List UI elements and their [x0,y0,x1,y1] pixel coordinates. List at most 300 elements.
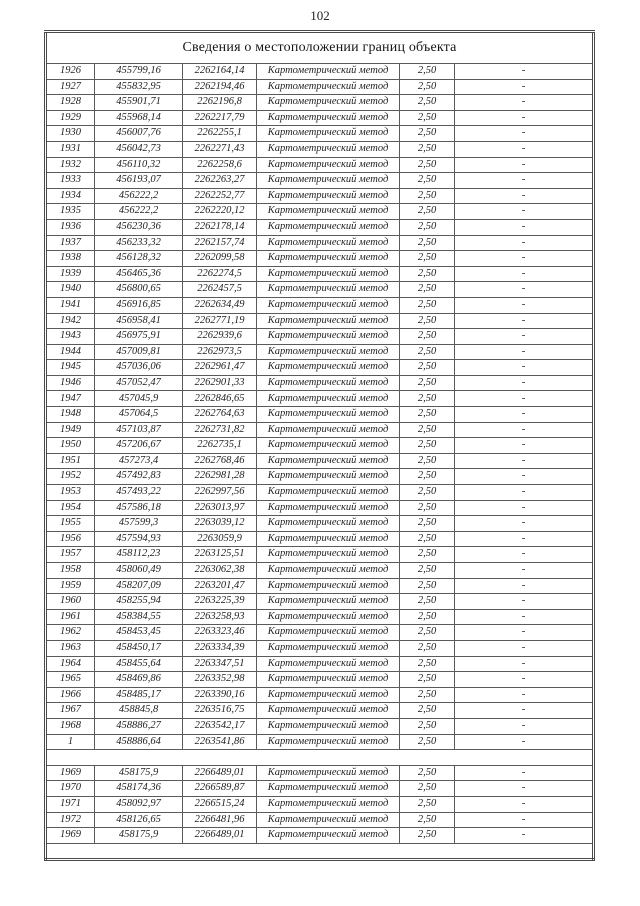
cell-y: 2262457,5 [183,282,257,298]
cell-y: 2262771,19 [183,313,257,329]
cell-note: - [455,251,594,267]
cell-x: 457206,67 [95,438,183,454]
cell-x: 456958,41 [95,313,183,329]
cell-y: 2262939,6 [183,329,257,345]
cell-x: 457586,18 [95,500,183,516]
cell-note: - [455,516,594,532]
cell-method: Картометрический метод [257,469,400,485]
cell-point: 1949 [46,422,95,438]
cell-y: 2262764,63 [183,407,257,423]
cell-point: 1968 [46,718,95,734]
cell-method: Картометрический метод [257,781,400,797]
cell-y: 2263352,98 [183,672,257,688]
cell-point: 1969 [46,828,95,844]
cell-point: 1930 [46,126,95,142]
cell-note: - [455,563,594,579]
cell-note: - [455,687,594,703]
cell-x: 457064,5 [95,407,183,423]
table-row [46,469,594,485]
table-row [46,219,594,235]
cell-y: 2262731,82 [183,422,257,438]
cell-point: 1931 [46,141,95,157]
cell-method: Картометрический метод [257,687,400,703]
table-row [46,500,594,516]
cell-x: 457493,22 [95,485,183,501]
cell-method: Картометрический метод [257,219,400,235]
table-row [46,313,594,329]
cell-y: 2262846,65 [183,391,257,407]
cell-point: 1944 [46,344,95,360]
cell-y: 2266489,01 [183,765,257,781]
cell-method: Картометрический метод [257,485,400,501]
cell-accuracy: 2,50 [400,578,455,594]
cell-note: - [455,282,594,298]
cell-note: - [455,360,594,376]
cell-y: 2262961,47 [183,360,257,376]
cell-point: 1967 [46,703,95,719]
table-row [46,547,594,563]
cell-accuracy: 2,50 [400,422,455,438]
cell-x: 457492,83 [95,469,183,485]
cell-accuracy: 2,50 [400,547,455,563]
cell-accuracy: 2,50 [400,391,455,407]
cell-note: - [455,375,594,391]
cell-accuracy: 2,50 [400,95,455,111]
table-title: Сведения о местоположении границ объекта [46,32,594,64]
cell-accuracy: 2,50 [400,500,455,516]
spacer-cell [46,843,594,860]
cell-point: 1964 [46,656,95,672]
cell-y: 2263062,38 [183,563,257,579]
cell-point: 1957 [46,547,95,563]
cell-note: - [455,204,594,220]
cell-y: 2262164,14 [183,64,257,80]
cell-y: 2262274,5 [183,266,257,282]
cell-note: - [455,828,594,844]
cell-method: Картометрический метод [257,126,400,142]
cell-point: 1970 [46,781,95,797]
cell-accuracy: 2,50 [400,640,455,656]
cell-y: 2263323,46 [183,625,257,641]
cell-method: Картометрический метод [257,360,400,376]
cell-x: 458886,64 [95,734,183,750]
cell-y: 2262258,6 [183,157,257,173]
cell-x: 456230,36 [95,219,183,235]
cell-method: Картометрический метод [257,329,400,345]
table-row [46,563,594,579]
cell-y: 2262157,74 [183,235,257,251]
cell-point: 1956 [46,531,95,547]
table-row [46,828,594,844]
cell-point: 1946 [46,375,95,391]
cell-method: Картометрический метод [257,563,400,579]
page-number: 102 [310,8,330,23]
cell-method: Картометрический метод [257,609,400,625]
cell-x: 457045,9 [95,391,183,407]
cell-y: 2266515,24 [183,796,257,812]
cell-point: 1953 [46,485,95,501]
cell-x: 456465,36 [95,266,183,282]
cell-note: - [455,594,594,610]
cell-note: - [455,812,594,828]
cell-accuracy: 2,50 [400,360,455,376]
cell-point: 1939 [46,266,95,282]
cell-accuracy: 2,50 [400,329,455,345]
cell-accuracy: 2,50 [400,141,455,157]
cell-note: - [455,64,594,80]
cell-accuracy: 2,50 [400,282,455,298]
table-row [46,672,594,688]
cell-point: 1927 [46,79,95,95]
cell-point: 1955 [46,516,95,532]
cell-method: Картометрический метод [257,313,400,329]
cell-y: 2262973,5 [183,344,257,360]
cell-accuracy: 2,50 [400,687,455,703]
table-row [46,344,594,360]
cell-point: 1947 [46,391,95,407]
cell-point: 1950 [46,438,95,454]
cell-accuracy: 2,50 [400,219,455,235]
cell-y: 2263334,39 [183,640,257,656]
cell-note: - [455,110,594,126]
cell-x: 455968,14 [95,110,183,126]
cell-y: 2263516,75 [183,703,257,719]
cell-note: - [455,656,594,672]
cell-x: 456193,07 [95,173,183,189]
cell-accuracy: 2,50 [400,765,455,781]
cell-method: Картометрический метод [257,79,400,95]
cell-x: 455799,16 [95,64,183,80]
cell-method: Картометрический метод [257,640,400,656]
cell-y: 2263542,17 [183,718,257,734]
cell-note: - [455,79,594,95]
cell-x: 457103,87 [95,422,183,438]
cell-point: 1954 [46,500,95,516]
cell-method: Картометрический метод [257,438,400,454]
cell-note: - [455,329,594,345]
cell-accuracy: 2,50 [400,703,455,719]
cell-note: - [455,407,594,423]
cell-accuracy: 2,50 [400,235,455,251]
cell-point: 1962 [46,625,95,641]
cell-method: Картометрический метод [257,375,400,391]
cell-method: Картометрический метод [257,297,400,313]
cell-point: 1960 [46,594,95,610]
table-row [46,594,594,610]
cell-accuracy: 2,50 [400,531,455,547]
table-row [46,625,594,641]
cell-method: Картометрический метод [257,812,400,828]
cell-y: 2263039,12 [183,516,257,532]
cell-x: 458092,97 [95,796,183,812]
table-row [46,375,594,391]
cell-accuracy: 2,50 [400,625,455,641]
cell-accuracy: 2,50 [400,718,455,734]
table-row [46,141,594,157]
cell-method: Картометрический метод [257,157,400,173]
cell-accuracy: 2,50 [400,485,455,501]
cell-y: 2262194,46 [183,79,257,95]
table-row [46,578,594,594]
table-row [46,765,594,781]
cell-y: 2262263,27 [183,173,257,189]
cell-point: 1963 [46,640,95,656]
table-row [46,609,594,625]
cell-y: 2266589,87 [183,781,257,797]
cell-x: 456916,85 [95,297,183,313]
cell-method: Картометрический метод [257,282,400,298]
cell-note: - [455,219,594,235]
cell-x: 458175,9 [95,828,183,844]
cell-method: Картометрический метод [257,718,400,734]
cell-point: 1972 [46,812,95,828]
cell-method: Картометрический метод [257,734,400,750]
cell-y: 2263541,86 [183,734,257,750]
table-row [46,687,594,703]
table-row [46,656,594,672]
cell-point: 1959 [46,578,95,594]
cell-x: 458450,17 [95,640,183,656]
table-row [46,796,594,812]
cell-note: - [455,173,594,189]
cell-x: 456222,2 [95,188,183,204]
cell-y: 2263225,39 [183,594,257,610]
cell-x: 455901,71 [95,95,183,111]
cell-y: 2262252,77 [183,188,257,204]
cell-note: - [455,734,594,750]
cell-method: Картометрический метод [257,422,400,438]
cell-note: - [455,95,594,111]
cell-method: Картометрический метод [257,547,400,563]
table-body [46,64,594,860]
cell-note: - [455,438,594,454]
cell-note: - [455,391,594,407]
cell-accuracy: 2,50 [400,313,455,329]
table-row [46,282,594,298]
cell-note: - [455,672,594,688]
cell-point: 1958 [46,563,95,579]
cell-y: 2263258,93 [183,609,257,625]
table-title-row [46,32,594,64]
cell-note: - [455,578,594,594]
cell-y: 2262901,33 [183,375,257,391]
cell-method: Картометрический метод [257,64,400,80]
cell-accuracy: 2,50 [400,453,455,469]
cell-y: 2263201,47 [183,578,257,594]
cell-x: 456110,32 [95,157,183,173]
cell-note: - [455,235,594,251]
table-row [46,453,594,469]
cell-note: - [455,453,594,469]
cell-method: Картометрический метод [257,828,400,844]
cell-x: 456007,76 [95,126,183,142]
cell-x: 456975,91 [95,329,183,345]
cell-y: 2262634,49 [183,297,257,313]
cell-method: Картометрический метод [257,516,400,532]
table-row [46,407,594,423]
cell-method: Картометрический метод [257,407,400,423]
cell-x: 456128,32 [95,251,183,267]
table-row [46,173,594,189]
cell-y: 2262768,46 [183,453,257,469]
cell-note: - [455,640,594,656]
spacer-row [46,843,594,860]
cell-method: Картометрический метод [257,500,400,516]
cell-point: 1934 [46,188,95,204]
cell-note: - [455,313,594,329]
cell-accuracy: 2,50 [400,438,455,454]
cell-x: 455832,95 [95,79,183,95]
cell-y: 2266481,96 [183,812,257,828]
cell-x: 458485,17 [95,687,183,703]
cell-x: 458175,9 [95,765,183,781]
cell-accuracy: 2,50 [400,656,455,672]
cell-note: - [455,485,594,501]
table-row [46,391,594,407]
cell-x: 457599,3 [95,516,183,532]
cell-accuracy: 2,50 [400,375,455,391]
cell-method: Картометрический метод [257,95,400,111]
cell-x: 458174,36 [95,781,183,797]
cell-note: - [455,141,594,157]
cell-method: Картометрический метод [257,672,400,688]
cell-x: 458455,64 [95,656,183,672]
cell-y: 2262217,79 [183,110,257,126]
cell-y: 2262099,58 [183,251,257,267]
cell-point: 1 [46,734,95,750]
cell-note: - [455,703,594,719]
cell-y: 2263013,97 [183,500,257,516]
cell-note: - [455,547,594,563]
cell-accuracy: 2,50 [400,563,455,579]
cell-point: 1966 [46,687,95,703]
cell-accuracy: 2,50 [400,516,455,532]
cell-method: Картометрический метод [257,188,400,204]
spacer-cell [46,750,594,766]
cell-point: 1941 [46,297,95,313]
cell-accuracy: 2,50 [400,796,455,812]
cell-accuracy: 2,50 [400,188,455,204]
table-row [46,812,594,828]
cell-accuracy: 2,50 [400,110,455,126]
cell-note: - [455,781,594,797]
cell-note: - [455,266,594,282]
table-row [46,703,594,719]
cell-y: 2266489,01 [183,828,257,844]
table-row [46,110,594,126]
cell-accuracy: 2,50 [400,79,455,95]
spacer-row [46,750,594,766]
cell-y: 2262178,14 [183,219,257,235]
cell-point: 1940 [46,282,95,298]
cell-method: Картометрический метод [257,391,400,407]
cell-accuracy: 2,50 [400,126,455,142]
cell-method: Картометрический метод [257,625,400,641]
cell-method: Картометрический метод [257,531,400,547]
table-row [46,734,594,750]
cell-x: 456042,73 [95,141,183,157]
cell-x: 458126,65 [95,812,183,828]
cell-x: 457009,81 [95,344,183,360]
cell-accuracy: 2,50 [400,157,455,173]
cell-accuracy: 2,50 [400,407,455,423]
cell-point: 1965 [46,672,95,688]
cell-accuracy: 2,50 [400,173,455,189]
cell-accuracy: 2,50 [400,594,455,610]
cell-note: - [455,297,594,313]
cell-point: 1971 [46,796,95,812]
table-row [46,204,594,220]
cell-method: Картометрический метод [257,141,400,157]
cell-point: 1936 [46,219,95,235]
table-row [46,235,594,251]
cell-accuracy: 2,50 [400,469,455,485]
cell-x: 457594,93 [95,531,183,547]
cell-point: 1951 [46,453,95,469]
table-row [46,422,594,438]
cell-x: 457273,4 [95,453,183,469]
cell-point: 1937 [46,235,95,251]
cell-y: 2262735,1 [183,438,257,454]
cell-point: 1926 [46,64,95,80]
table-row [46,251,594,267]
cell-x: 458886,27 [95,718,183,734]
cell-accuracy: 2,50 [400,812,455,828]
cell-method: Картометрический метод [257,765,400,781]
table-row [46,640,594,656]
cell-point: 1952 [46,469,95,485]
cell-x: 456800,65 [95,282,183,298]
cell-note: - [455,796,594,812]
cell-method: Картометрический метод [257,578,400,594]
cell-accuracy: 2,50 [400,64,455,80]
table-row [46,485,594,501]
cell-accuracy: 2,50 [400,251,455,267]
cell-point: 1943 [46,329,95,345]
cell-accuracy: 2,50 [400,609,455,625]
cell-accuracy: 2,50 [400,734,455,750]
table-row [46,297,594,313]
table-row [46,360,594,376]
cell-x: 458384,55 [95,609,183,625]
cell-note: - [455,625,594,641]
table-row [46,781,594,797]
table-row [46,95,594,111]
cell-method: Картометрический метод [257,656,400,672]
cell-method: Картометрический метод [257,173,400,189]
cell-point: 1938 [46,251,95,267]
cell-method: Картометрический метод [257,110,400,126]
cell-x: 456222,2 [95,204,183,220]
cell-point: 1935 [46,204,95,220]
cell-point: 1945 [46,360,95,376]
cell-y: 2262997,56 [183,485,257,501]
cell-x: 458207,09 [95,578,183,594]
cell-method: Картометрический метод [257,594,400,610]
cell-y: 2262255,1 [183,126,257,142]
cell-y: 2262271,43 [183,141,257,157]
table-row [46,188,594,204]
cell-y: 2263347,51 [183,656,257,672]
cell-method: Картометрический метод [257,266,400,282]
cell-y: 2262981,28 [183,469,257,485]
cell-note: - [455,531,594,547]
cell-x: 457052,47 [95,375,183,391]
cell-note: - [455,469,594,485]
cell-note: - [455,157,594,173]
cell-method: Картометрический метод [257,204,400,220]
cell-accuracy: 2,50 [400,672,455,688]
